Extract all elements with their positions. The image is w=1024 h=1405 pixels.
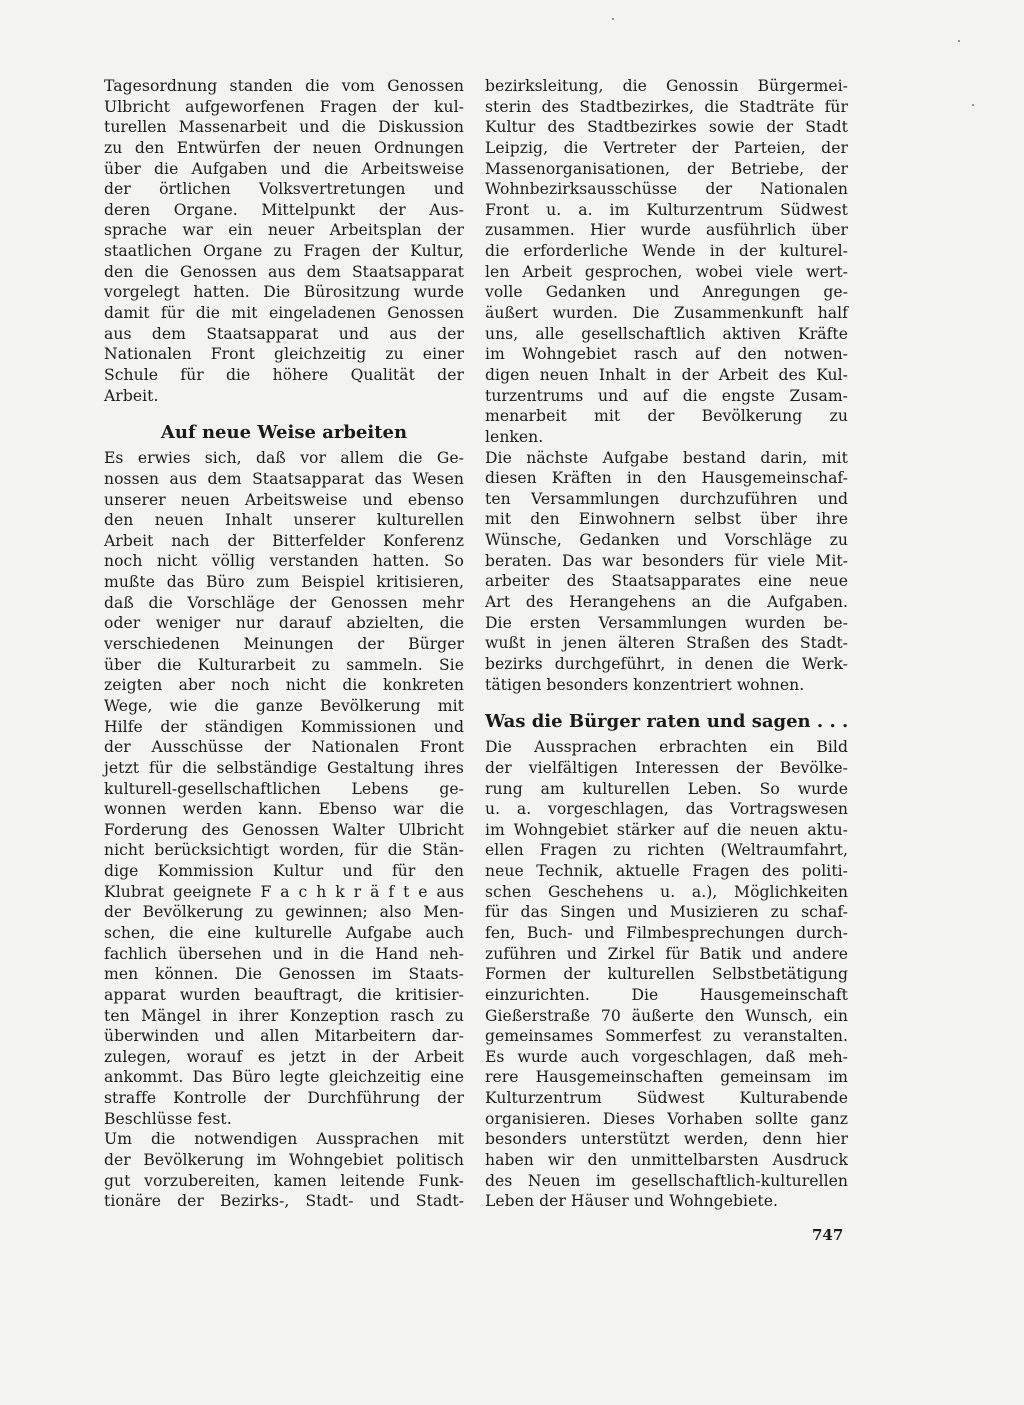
text-line: mußte das Büro zum Beispiel kritisieren, [104, 573, 464, 592]
text-line: schen Geschehens u. a.), Möglichkeiten [485, 882, 848, 901]
text-line: fen, Buch- und Filmbesprechungen durch- [485, 923, 848, 942]
text-line: apparat wurden beauftragt, die kritisier- [104, 985, 464, 1004]
text-line: Front u. a. im Kulturzentrum Südwest [485, 200, 848, 219]
text-line: lenken. [485, 427, 544, 446]
text-line: überwinden und allen Mitarbeitern dar- [104, 1027, 464, 1046]
text-line: besonders unterstützt werden, denn hier [485, 1130, 848, 1149]
text-line: wonnen werden kann. Ebenso war die [104, 800, 464, 819]
text-line: Die Aussprachen erbrachten ein Bild [485, 738, 848, 757]
text-line: die erforderliche Wende in der kulturel- [485, 242, 848, 261]
left-column [104, 76, 464, 1212]
text-line: beraten. Das war besonders für viele Mit- [485, 551, 848, 570]
text-line: Arbeit nach der Bitterfelder Konferenz [104, 531, 464, 550]
text-line: len Arbeit gesprochen, wobei viele wert- [485, 262, 848, 281]
text-line: Nationalen Front gleichzeitig zu einer [104, 345, 464, 364]
paragraph [485, 76, 848, 448]
text-line: Formen der kulturellen Selbstbetätigung [485, 965, 848, 984]
paragraph [104, 448, 464, 1129]
text-line: Kultur des Stadtbezirkes sowie der Stadt [485, 118, 848, 137]
text-line: zulegen, worauf es jetzt in der Arbeit [104, 1047, 464, 1066]
text-line: der Bevölkerung zu gewinnen; also Men- [104, 903, 464, 922]
text-line: Hilfe der ständigen Kommissionen und [104, 717, 464, 736]
text-line: über die Kulturarbeit zu sammeln. Sie [104, 655, 464, 674]
text-line: ellen Fragen zu richten (Weltraumfahrt, [485, 841, 848, 860]
text-line: organisieren. Dieses Vorhaben sollte ganz [485, 1109, 848, 1128]
text-line: sprache war ein neuer Arbeitsplan der [104, 221, 464, 240]
text-line: äußert wurden. Die Zusammenkunft half [485, 304, 848, 323]
text-line: Wohnbezirksausschüsse der Nationalen [485, 180, 848, 199]
text-line: Die ersten Versammlungen wurden be- [485, 613, 848, 632]
text-line: Schule für die höhere Qualität der [104, 365, 464, 384]
text-line: deren Organe. Mittelpunkt der Aus- [104, 200, 464, 219]
text-line: einzurichten. Die Hausgemeinschaft [485, 985, 848, 1004]
text-line: menarbeit mit der Bevölkerung zu [485, 407, 848, 426]
text-line: den neuen Inhalt unserer kulturellen [104, 511, 464, 530]
text-line: turellen Massenarbeit und die Diskussion [104, 118, 464, 137]
text-line: des Neuen im gesellschaftlich-kulturellen [485, 1171, 848, 1190]
text-line: der vielfältigen Interessen der Bevölke- [485, 758, 848, 777]
text-line: der Bevölkerung im Wohngebiet politisch [104, 1151, 464, 1170]
text-line: zu den Entwürfen der neuen Ordnungen [104, 138, 464, 157]
text-line: wußt in jenen älteren Straßen des Stadt- [485, 634, 848, 653]
text-line: im Wohngebiet stärker auf die neuen aktu- [485, 820, 848, 839]
text-line: rung am kulturellen Leben. So wurde [485, 779, 848, 798]
text-line: schen, die eine kulturelle Aufgabe auch [104, 923, 464, 942]
text-line: straffe Kontrolle der Durchführung der [104, 1089, 464, 1108]
text-line: neue Technik, aktuelle Fragen des politi- [485, 862, 848, 881]
text-line: gemeinsames Sommerfest zu veranstalten. [485, 1027, 848, 1046]
paragraph [104, 76, 464, 406]
text-line: Arbeit. [104, 386, 159, 405]
text-line: der Ausschüsse der Nationalen Front [104, 738, 464, 757]
text-line: über die Aufgaben und die Arbeitsweise [104, 159, 464, 178]
text-line: rere Hausgemeinschaften gemeinsam im [485, 1068, 848, 1087]
text-line: bezirksleitung, die Genossin Bürgermei- [485, 77, 848, 95]
text-line: noch nicht völlig verstanden hatten. So [104, 552, 464, 571]
text-line: men können. Die Genossen im Staats- [104, 965, 464, 984]
text-line: jetzt für die selbständige Gestaltung ihres [104, 758, 464, 777]
text-line: damit für die mit eingeladenen Genossen [104, 304, 464, 323]
section-heading: Was die Bürger raten und sagen . . . [485, 711, 849, 733]
text-line: zusammen. Hier wurde ausführlich über [485, 221, 848, 240]
text-line: verschiedenen Meinungen der Bürger [104, 635, 464, 654]
text-line: Um die notwendigen Aussprachen mit [104, 1130, 464, 1149]
text-line: zuführen und Zirkel für Batik und andere [485, 944, 848, 963]
text-line: nossen aus dem Staatsapparat das Wesen [104, 469, 464, 488]
text-line: bezirks durchgeführt, in denen die Werk- [485, 654, 848, 673]
scan-speck [958, 40, 960, 42]
paragraph [485, 448, 848, 696]
text-line: Beschlüsse fest. [104, 1109, 232, 1128]
text-line: mit den Einwohnern selbst über ihre [485, 510, 848, 529]
text-line: Tagesordnung standen die vom Genossen [104, 77, 464, 95]
text-line: der örtlichen Volksvertretungen und [104, 180, 464, 199]
paragraph [485, 737, 848, 1212]
text-line: ten Mängel in ihrer Konzeption rasch zu [104, 1006, 464, 1025]
text-line: fachlich übersehen und in die Hand neh- [104, 944, 464, 963]
text-line: uns, alle gesellschaftlich aktiven Kräfte [485, 324, 848, 343]
text-line: ankommt. Das Büro legte gleichzeitig eine [104, 1068, 464, 1087]
text-line: unserer neuen Arbeitsweise und ebenso [104, 490, 464, 509]
text-line: Ulbricht aufgeworfenen Fragen der kul- [104, 97, 464, 116]
text-line: Wege, wie die ganze Bevölkerung mit [104, 696, 464, 715]
text-line: nicht berücksichtigt worden, für die Stän- [104, 841, 464, 860]
text-line: Art des Herangehens an die Aufgaben. [485, 593, 848, 612]
text-line: gut vorzubereiten, kamen leitende Funk- [104, 1171, 464, 1190]
scan-speck [612, 18, 614, 20]
text-line: zeigten aber noch nicht die konkreten [104, 676, 464, 695]
text-line: u. a. vorgeschlagen, das Vortragswesen [485, 800, 848, 819]
text-line: arbeiter des Staatsapparates eine neue [485, 572, 848, 591]
text-line: Es wurde auch vorgeschlagen, daß meh- [485, 1047, 848, 1066]
page-number: 747 [812, 1226, 844, 1244]
text-line: Klubrat geeignete F a c h k r ä f t e aus [104, 882, 464, 901]
text-line: oder weniger nur darauf abzielten, die [104, 614, 464, 633]
text-line: Massenorganisationen, der Betriebe, der [485, 159, 848, 178]
text-line: digen neuen Inhalt in der Arbeit des Kul- [485, 365, 848, 384]
text-line: dige Kommission Kultur und für den [104, 862, 464, 881]
text-line: Gießerstraße 70 äußerte den Wunsch, ein [485, 1006, 848, 1025]
spacer [485, 695, 848, 709]
text-line: ten Versammlungen durchzuführen und [485, 489, 848, 508]
section-heading: Auf neue Weise arbeiten [160, 422, 408, 444]
text-line: Kulturzentrum Südwest Kulturabende [485, 1089, 848, 1108]
scan-speck [972, 104, 974, 106]
text-line: haben wir den unmittelbarsten Ausdruck [485, 1151, 848, 1170]
text-line: Leben der Häuser und Wohngebiete. [485, 1192, 778, 1211]
right-column [485, 76, 848, 1212]
spacer [104, 406, 464, 420]
text-line: kulturell-gesellschaftlichen Lebens ge- [104, 779, 464, 798]
text-line: tätigen besonders konzentriert wohnen. [485, 675, 805, 694]
text-line: tionäre der Bezirks-, Stadt- und Stadt- [104, 1192, 464, 1211]
text-line: daß die Vorschläge der Genossen mehr [104, 593, 464, 612]
text-line: sterin des Stadtbezirkes, die Stadträte für [485, 97, 848, 116]
text-line: volle Gedanken und Anregungen ge- [485, 283, 848, 302]
text-line: vorgelegt hatten. Die Bürositzung wurde [104, 283, 464, 302]
text-line: staatlichen Organe zu Fragen der Kultur, [104, 242, 464, 261]
text-line: im Wohngebiet rasch auf den notwen- [485, 345, 848, 364]
text-line: Leipzig, die Vertreter der Parteien, der [485, 138, 848, 157]
text-line: Die nächste Aufgabe bestand darin, mit [485, 448, 848, 467]
text-line: aus dem Staatsapparat und aus der [104, 324, 464, 343]
text-line: diesen Kräften in den Hausgemeinschaf- [485, 469, 848, 488]
text-line: für das Singen und Musizieren zu schaf- [485, 903, 848, 922]
text-line: Wünsche, Gedanken und Vorschläge zu [485, 531, 848, 550]
text-line: den die Genossen aus dem Staatsapparat [104, 262, 464, 281]
paragraph [104, 1129, 464, 1212]
text-line: Forderung des Genossen Walter Ulbricht [104, 820, 464, 839]
text-line: Es erwies sich, daß vor allem die Ge- [104, 449, 464, 468]
text-line: turzentrums und auf die engste Zusam- [485, 386, 848, 405]
